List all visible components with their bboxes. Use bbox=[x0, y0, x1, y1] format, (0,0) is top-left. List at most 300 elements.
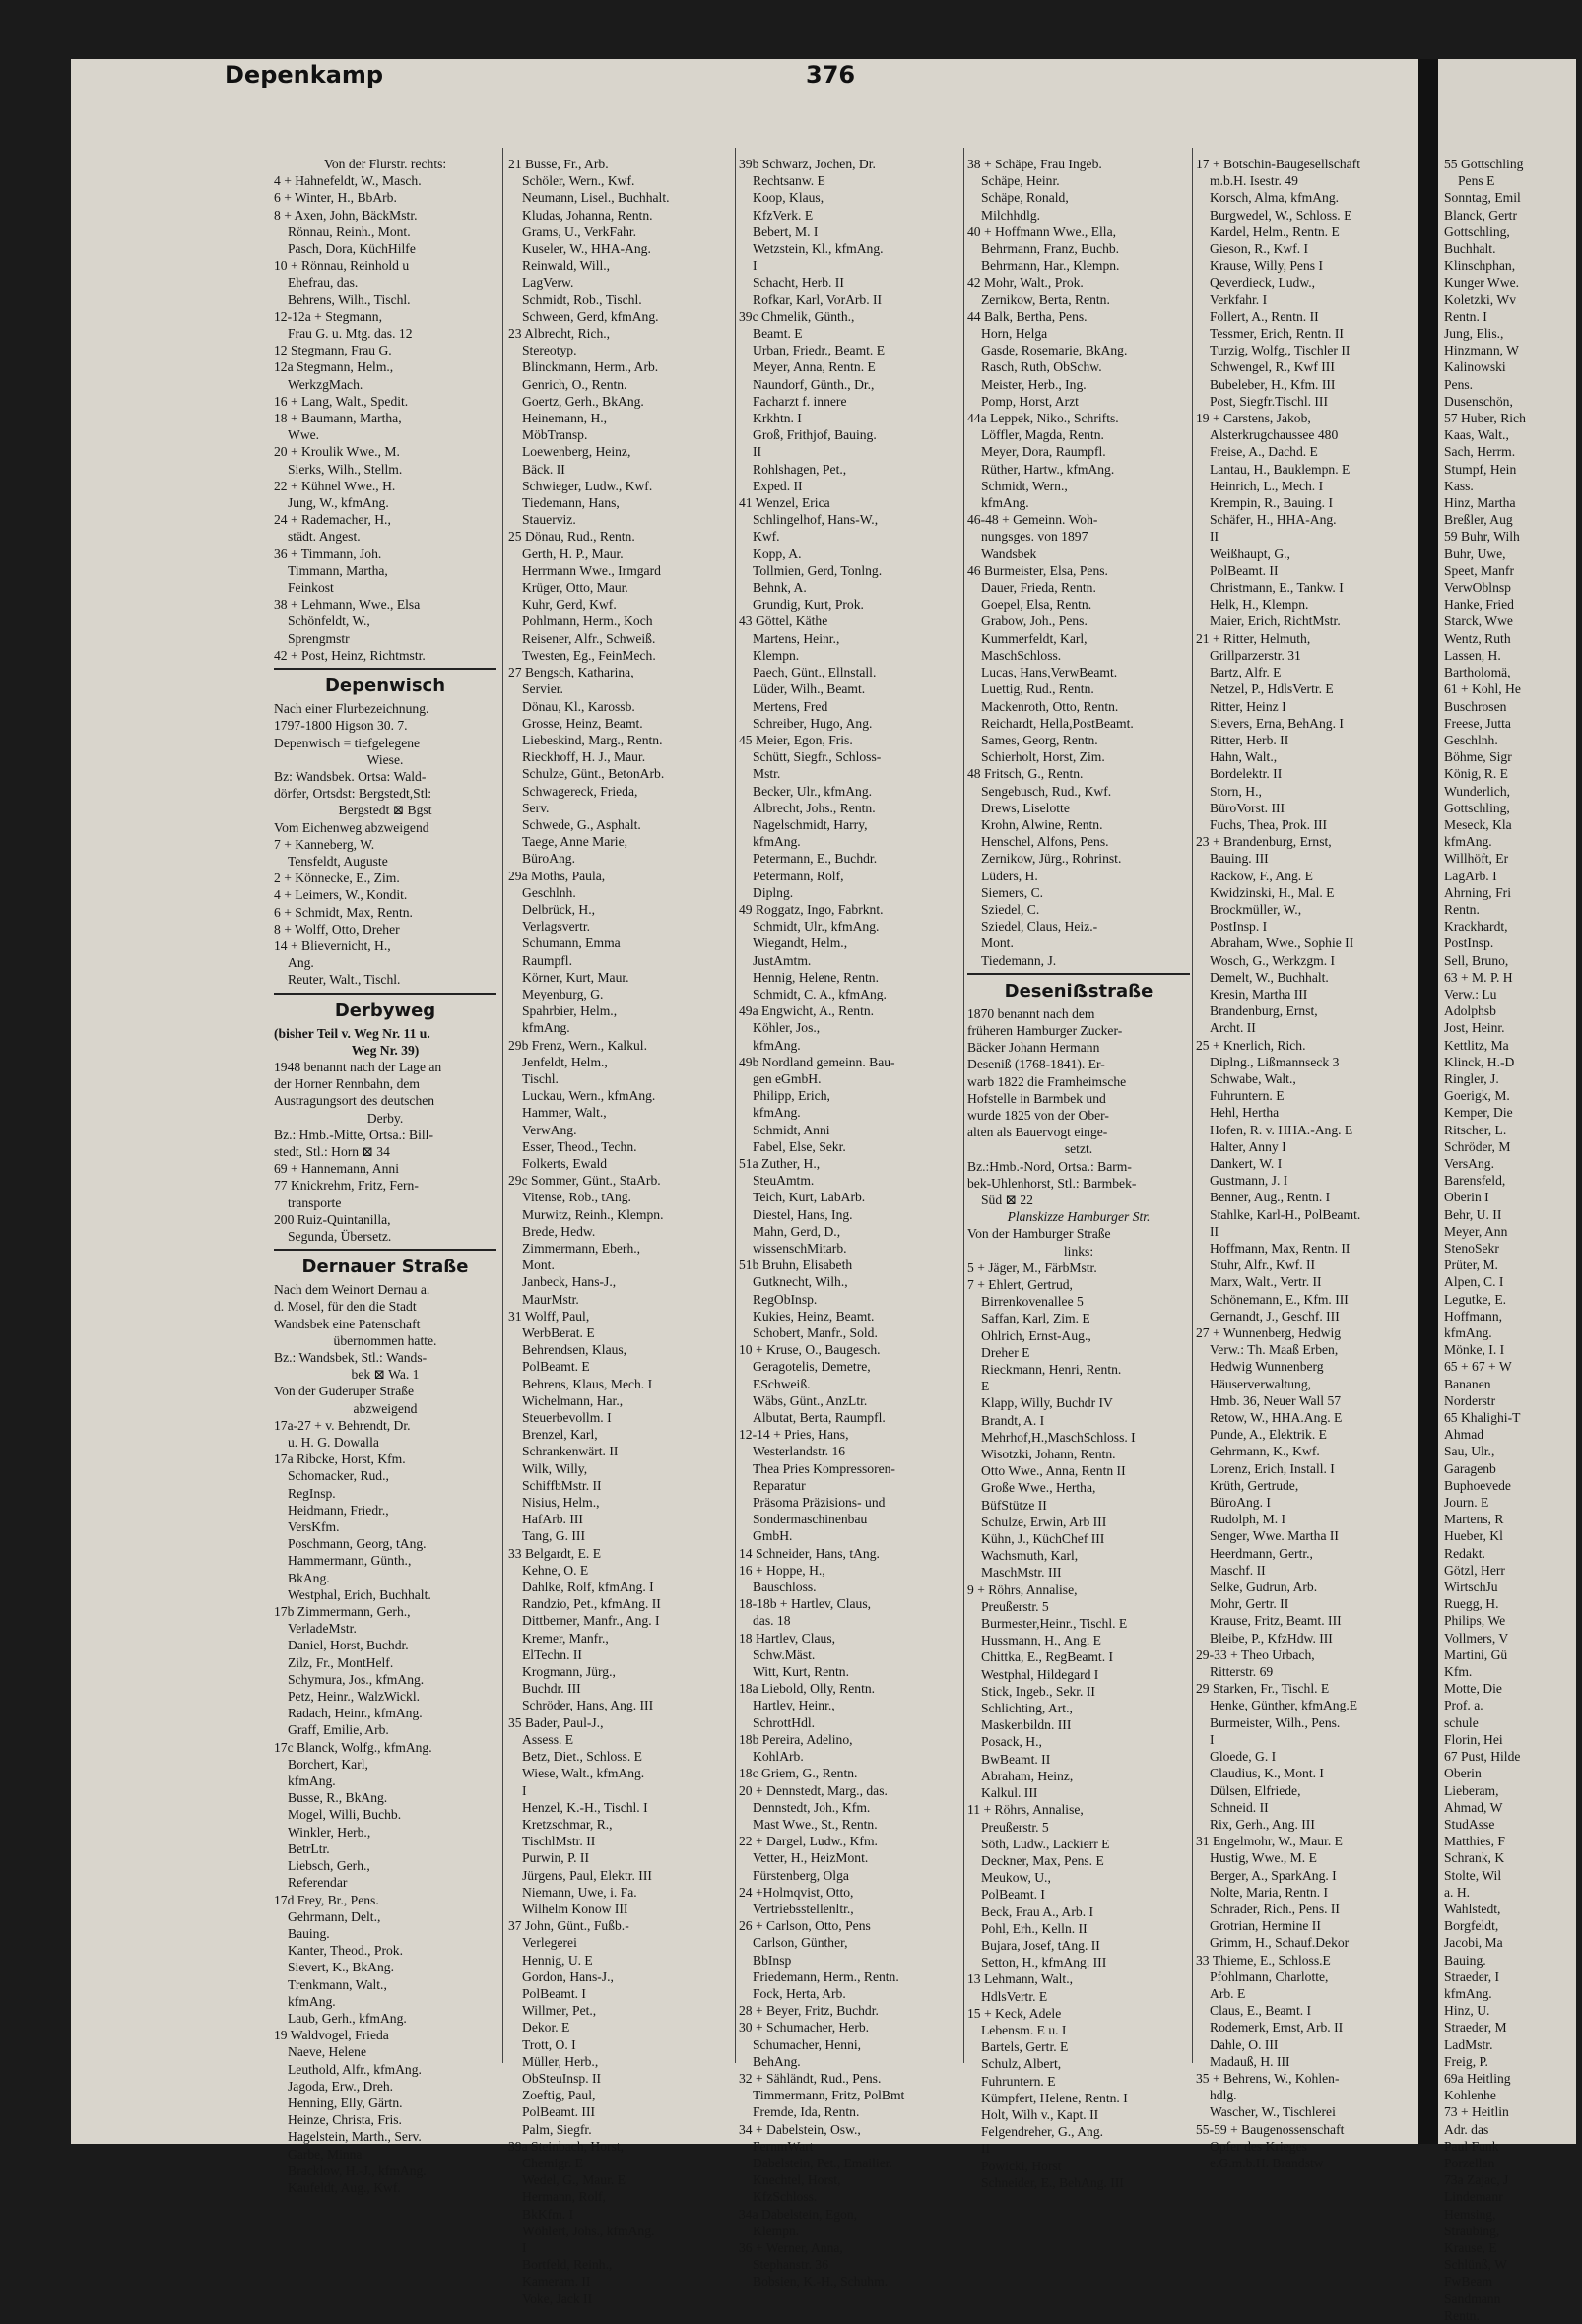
directory-entry: Christmann, E., Tankw. I bbox=[1210, 580, 1344, 596]
directory-entry: Kretzschmar, R., bbox=[522, 1816, 613, 1832]
directory-entry: Saffan, Karl, Zim. E bbox=[981, 1311, 1090, 1326]
directory-entry: Kummerfeldt, Karl, bbox=[981, 630, 1088, 646]
directory-entry: setzt. bbox=[1064, 1141, 1093, 1157]
directory-entry: Rodemerk, Ernst, Arb. II bbox=[1210, 2020, 1344, 2035]
directory-entry: Grosse, Heinz, Beamt. bbox=[522, 715, 643, 731]
directory-entry: Helk, H., Klempn. bbox=[1210, 597, 1309, 613]
directory-entry: 21 Busse, Fr., Arb. bbox=[508, 157, 609, 171]
directory-entry: Berger, A., SparkAng. I bbox=[1210, 1867, 1337, 1883]
directory-entry: 33 Belgardt, E. E bbox=[508, 1545, 602, 1561]
directory-entry: kfmAng. bbox=[288, 1774, 336, 1789]
directory-entry: Nach dem Weinort Dernau a. bbox=[274, 1282, 430, 1298]
column-divider bbox=[1192, 148, 1193, 2063]
directory-entry: Stick, Ingeb., Sekr. II bbox=[981, 1683, 1095, 1699]
directory-entry: Bz: Wandsbek. Ortsa: Wald- bbox=[274, 768, 427, 784]
directory-entry: Kettlitz, Ma bbox=[1444, 1037, 1509, 1053]
directory-entry: Hammer, Walt., bbox=[522, 1105, 607, 1121]
directory-entry: 13 Lehmann, Walt., bbox=[967, 1971, 1074, 1987]
directory-entry: Vetter, H., HeizMont. bbox=[753, 1850, 869, 1866]
directory-entry: Mont. bbox=[522, 1258, 555, 1273]
directory-entry: Sach, Herrm. bbox=[1444, 444, 1516, 460]
directory-entry: 44 Balk, Bertha, Pens. bbox=[967, 308, 1088, 324]
adjacent-page bbox=[1438, 59, 1576, 2323]
directory-entry: 6 + Winter, H., BbArb. bbox=[274, 190, 397, 206]
directory-entry: Wiese. bbox=[366, 751, 404, 767]
directory-entry: Trott, O. I bbox=[522, 2036, 576, 2052]
directory-entry: Follert, A., Rentn. II bbox=[1210, 308, 1319, 324]
directory-entry: Petermann, Rolf, bbox=[753, 868, 844, 883]
directory-entry: Schlingelhof, Hans-W., bbox=[753, 512, 879, 528]
directory-entry: Bartz, Alfr. E bbox=[1210, 665, 1282, 680]
directory-entry: PostInsp. I bbox=[1210, 919, 1268, 935]
directory-entry: Claus, E., Beamt. I bbox=[1210, 2003, 1312, 2019]
directory-entry: Brandenburg, Ernst, bbox=[1210, 1003, 1318, 1019]
directory-entry: 39b Schwarz, Jochen, Dr. bbox=[739, 157, 876, 171]
directory-entry: Gottschling, bbox=[1444, 800, 1510, 815]
directory-entry: Naundorf, Günth., Dr., bbox=[753, 376, 875, 392]
directory-entry: Sievers, Erna, BehAng. I bbox=[1210, 715, 1344, 731]
directory-entry: Hussmann, H., Ang. E bbox=[981, 1633, 1101, 1648]
directory-entry: RegInsp. bbox=[288, 1485, 336, 1501]
directory-entry: Teich, Kurt, LabArb. bbox=[753, 1190, 866, 1205]
directory-entry: Schulze, Günt., BetonArb. bbox=[522, 766, 665, 782]
directory-entry: Friedemann, Herm., Rentn. bbox=[753, 1969, 899, 1984]
directory-entry: Schröder, M bbox=[1444, 1138, 1511, 1154]
directory-entry: Schrank, K bbox=[1444, 1850, 1505, 1866]
directory-entry: Bleibe, P., KfzHdw. III bbox=[1210, 1630, 1333, 1646]
directory-entry: 29-33 + Theo Urbach, bbox=[1196, 1646, 1315, 1662]
directory-entry: Tensfeldt, Auguste bbox=[288, 853, 388, 869]
directory-entry: BwBeamt. II bbox=[981, 1751, 1051, 1767]
directory-entry: PolBeamt. I bbox=[981, 1887, 1045, 1903]
directory-entry: Hofen, R. v. HHA.-Ang. E bbox=[1210, 1122, 1353, 1137]
directory-entry: Poschmann, Georg, tAng. bbox=[288, 1536, 427, 1552]
directory-entry: Depenwisch = tiefgelegene bbox=[274, 735, 421, 750]
directory-entry: Stumpf, Hein bbox=[1444, 461, 1517, 477]
directory-entry: 200 Ruiz-Quintanilla, bbox=[274, 1211, 391, 1227]
directory-entry: Philipp, Erich, bbox=[753, 1088, 830, 1104]
directory-entry: Rechtsanw. E bbox=[753, 173, 825, 189]
directory-entry: Hoffmann, Max, Rentn. II bbox=[1210, 1241, 1351, 1256]
column-divider bbox=[735, 148, 736, 2063]
directory-entry: Westerlandstr. 16 bbox=[753, 1444, 846, 1459]
directory-entry: Facharzt f. innere bbox=[753, 393, 847, 409]
directory-entry: 73a Zajac, J bbox=[1444, 2172, 1509, 2188]
directory-entry: Hofstelle in Barmbek und bbox=[967, 1090, 1106, 1106]
directory-entry: 49 Roggatz, Ingo, Fabrknt. bbox=[739, 901, 884, 917]
directory-entry: LagArb. I bbox=[1444, 868, 1497, 883]
directory-entry: 27 Bengsch, Katharina, bbox=[508, 665, 634, 680]
directory-entry: Rackow, F., Ang. E bbox=[1210, 868, 1313, 883]
directory-entry: Geragotelis, Demetre, bbox=[753, 1359, 871, 1375]
directory-entry: Meyenburg, G. bbox=[522, 986, 604, 1001]
directory-entry: Radach, Heinr., kfmAng. bbox=[288, 1706, 423, 1721]
directory-entry: 55 Gottschling bbox=[1444, 157, 1524, 171]
directory-entry: Schneid. II bbox=[1210, 1799, 1269, 1815]
directory-entry: Hahn, Walt., bbox=[1210, 749, 1278, 765]
directory-entry: übernommen hatte. bbox=[333, 1332, 437, 1348]
directory-entry: 5 + Jäger, M., FärbMstr. bbox=[967, 1259, 1097, 1275]
directory-entry: Krempin, R., Bauing. I bbox=[1210, 495, 1333, 511]
directory-entry: Wilhelm Konow III bbox=[522, 1901, 628, 1916]
directory-entry: König, R. E bbox=[1444, 766, 1508, 782]
directory-entry: Alpen, C. I bbox=[1444, 1274, 1504, 1290]
directory-entry: Heinemann, H., bbox=[522, 411, 608, 426]
directory-entry: Goepel, Elsa, Rentn. bbox=[981, 597, 1092, 613]
directory-entry: Ritterstr. 69 bbox=[1210, 1664, 1274, 1680]
directory-entry: WerkzgMach. bbox=[288, 376, 363, 392]
directory-entry: Behrendsen, Klaus, bbox=[522, 1342, 627, 1358]
directory-entry: 57 Huber, Rich bbox=[1444, 411, 1526, 426]
directory-entry: 18c Griem, G., Rentn. bbox=[739, 1766, 858, 1781]
directory-entry: Westphal, Erich, Buchhalt. bbox=[288, 1586, 431, 1602]
directory-entry: 65 + 67 + W bbox=[1444, 1359, 1512, 1375]
directory-entry: PolBeamt. II bbox=[1210, 562, 1279, 578]
directory-entry: Prüter, M. bbox=[1444, 1258, 1498, 1273]
directory-entry: Jenfeldt, Helm., bbox=[522, 1054, 608, 1069]
directory-entry: Pohlmann, Herm., Koch bbox=[522, 613, 653, 629]
directory-entry: Folkerts, Ewald bbox=[522, 1155, 608, 1171]
directory-entry: Nolte, Maria, Rentn. I bbox=[1210, 1884, 1329, 1900]
directory-entry: FwBeam bbox=[1444, 2274, 1493, 2290]
directory-entry: Setton, H., kfmAng. III bbox=[981, 1955, 1107, 1970]
directory-entry: Stahlke, Karl-H., PolBeamt. bbox=[1210, 1206, 1361, 1222]
directory-entry: Klapp, Willy, Buchdr IV bbox=[981, 1395, 1113, 1411]
directory-entry: Burmester,Heinr., Tischl. E bbox=[981, 1616, 1128, 1632]
directory-entry: Dekor. E bbox=[522, 2020, 570, 2035]
directory-entry: Jagoda, Erw., Dreh. bbox=[288, 2078, 394, 2094]
directory-entry: PostInsp. bbox=[1444, 936, 1494, 951]
directory-entry: WirtschJu bbox=[1444, 1580, 1498, 1595]
street-heading: Deseniẞstraße bbox=[1004, 980, 1154, 1001]
directory-entry: Vitense, Rob., tAng. bbox=[522, 1190, 631, 1205]
directory-entry: wissenschMitarb. bbox=[753, 1241, 847, 1256]
directory-entry: Behrens, Klaus, Mech. I bbox=[522, 1376, 653, 1391]
directory-entry: BüfStütze II bbox=[981, 1497, 1047, 1513]
directory-entry: Verw.: Lu bbox=[1444, 986, 1497, 1001]
directory-entry: VersAng. bbox=[1444, 1155, 1494, 1171]
directory-entry: BkAng. bbox=[288, 1570, 330, 1585]
directory-entry: Klempn. bbox=[753, 2223, 800, 2238]
directory-entry: LagVerw. bbox=[522, 275, 574, 290]
directory-entry: Burgwedel, W., Schloss. E bbox=[1210, 207, 1352, 223]
directory-entry: 38 + Lehmann, Wwe., Elsa bbox=[274, 597, 421, 613]
directory-entry: 28 + Beyer, Fritz, Buchdr. bbox=[739, 2003, 879, 2019]
directory-entry: Klinck, H.-D bbox=[1444, 1054, 1515, 1069]
directory-entry: Grams, U., VerkFahr. bbox=[522, 224, 637, 239]
directory-entry: Kameram. II bbox=[522, 2274, 591, 2290]
directory-entry: PolBeamt. III bbox=[522, 2104, 595, 2120]
directory-entry: Vollmers, V bbox=[1444, 1630, 1509, 1646]
directory-entry: Straubing, bbox=[1444, 2223, 1500, 2238]
directory-entry: Verkfahr. I bbox=[1210, 291, 1268, 307]
directory-entry: Schlünß, W bbox=[1444, 2257, 1507, 2273]
directory-entry: Tessmer, Erich, Rentn. II bbox=[1210, 326, 1344, 342]
directory-entry: Söth, Ludw., Lackierr E bbox=[981, 1836, 1110, 1851]
directory-entry: Rohlshagen, Pet., bbox=[753, 461, 847, 477]
directory-entry: Goertz, Gerh., BkAng. bbox=[522, 393, 644, 409]
directory-entry: Barensfeld, bbox=[1444, 1173, 1506, 1189]
directory-entry: Hanke, Fried bbox=[1444, 597, 1514, 613]
directory-entry: Ehefrau, das. bbox=[288, 275, 359, 290]
directory-entry: Behrmann, Har., Klempn. bbox=[981, 258, 1120, 274]
directory-entry: Schrader, Rich., Pens. II bbox=[1210, 1901, 1340, 1916]
directory-entry: Zilz, Fr., MontHelf. bbox=[288, 1654, 394, 1670]
book-gutter bbox=[1418, 59, 1438, 2144]
directory-entry: Martini, Gü bbox=[1444, 1646, 1508, 1662]
directory-entry: Stuhr, Alfr., Kwf. II bbox=[1210, 1258, 1316, 1273]
directory-entry: Schönemann, E., Kfm. III bbox=[1210, 1291, 1349, 1307]
directory-entry: VerladeMstr. bbox=[288, 1621, 357, 1637]
directory-entry: 49b Nordland gemeinn. Bau- bbox=[739, 1054, 895, 1069]
directory-entry: 36 + Timmann, Joh. bbox=[274, 546, 382, 561]
directory-entry: Bz.: Hmb.-Mitte, Ortsa.: Bill- bbox=[274, 1127, 433, 1142]
directory-entry: 18-18b + Hartlev, Claus, bbox=[739, 1596, 872, 1612]
directory-entry: MaschSchloss. bbox=[981, 647, 1062, 663]
directory-entry: Zimmermann, Eberh., bbox=[522, 1241, 641, 1256]
directory-entry: Blanck, Gertr bbox=[1444, 207, 1517, 223]
directory-entry: Ahrning, Fri bbox=[1444, 884, 1511, 900]
directory-entry: HdlsVertr. E bbox=[981, 1988, 1048, 2004]
directory-entry: Buschrosen bbox=[1444, 698, 1507, 714]
directory-entry: Janbeck, Hans-J., bbox=[522, 1274, 617, 1290]
directory-entry: 37 John, Günt., Fußb.- bbox=[508, 1918, 629, 1934]
directory-entry: Tollmien, Gerd, Tonlng. bbox=[753, 562, 883, 578]
directory-entry: Bebert, M. I bbox=[753, 224, 819, 239]
directory-entry: Betz, Diet., Schloss. E bbox=[522, 1749, 642, 1765]
directory-entry: 17c Blanck, Wolfg., kfmAng. bbox=[274, 1739, 432, 1755]
directory-entry: Schween, Gerd, kfmAng. bbox=[522, 308, 659, 324]
directory-entry: a. H. bbox=[1444, 1884, 1471, 1900]
directory-entry: Liebeskind, Marg., Rentn. bbox=[522, 732, 663, 747]
directory-entry: Hustig, Wwe., M. E bbox=[1210, 1850, 1317, 1866]
directory-entry: Jacobi, Ma bbox=[1444, 1935, 1503, 1951]
directory-entry: Motte, Die bbox=[1444, 1681, 1502, 1697]
directory-entry: Gehrmann, Delt., bbox=[288, 1908, 381, 1924]
directory-entry: Geschlnh. bbox=[1444, 732, 1498, 747]
directory-entry: II bbox=[981, 2141, 991, 2157]
directory-entry: StenoSekr bbox=[1444, 1241, 1499, 1256]
directory-entry: Pens E bbox=[1458, 173, 1495, 189]
directory-entry: LadMstr. bbox=[1444, 2036, 1493, 2052]
directory-entry: 12a Stegmann, Helm., bbox=[274, 359, 394, 375]
directory-entry: Behrens, Wilh., Tischl. bbox=[288, 291, 411, 307]
directory-entry: Schmidt, Ulr., kfmAng. bbox=[753, 919, 880, 935]
directory-entry: Rentn. bbox=[1444, 2307, 1480, 2323]
directory-entry: Dauer, Frieda, Rentn. bbox=[981, 580, 1096, 596]
directory-entry: Dahle, O. III bbox=[1210, 2036, 1279, 2052]
directory-entry: Sandmann bbox=[1444, 2291, 1501, 2306]
directory-entry: Groß, Frithjof, Bauing. bbox=[753, 427, 877, 443]
directory-entry: Taege, Anne Marie, bbox=[522, 834, 627, 850]
directory-entry: Albutat, Berta, Raumpfl. bbox=[753, 1410, 886, 1426]
directory-entry: Gerth, H. P., Maur. bbox=[522, 546, 624, 561]
directory-entry: Nisius, Helm., bbox=[522, 1495, 600, 1511]
directory-entry: Wachsmuth, Karl, bbox=[981, 1548, 1079, 1564]
directory-entry: MaurMstr. bbox=[522, 1291, 579, 1307]
directory-column-3 bbox=[739, 156, 961, 2291]
directory-entry: Körner, Kurt, Maur. bbox=[522, 969, 629, 985]
directory-entry: Stauerviz. bbox=[522, 512, 576, 528]
directory-entry: Verw.: Th. Maaß Erben, bbox=[1210, 1342, 1339, 1358]
directory-entry: kfmAng. bbox=[753, 1037, 801, 1053]
directory-entry: Garbe, Minna bbox=[288, 2146, 363, 2162]
directory-entry: Schäpe, Heinr. bbox=[981, 173, 1060, 189]
directory-entry: Meukow, U., bbox=[981, 1870, 1051, 1886]
directory-entry: Milchhdlg. bbox=[981, 207, 1041, 223]
directory-entry: Mont. bbox=[981, 936, 1014, 951]
directory-entry: Schwieger, Ludw., Kwf. bbox=[522, 478, 653, 493]
page-number: 376 bbox=[806, 61, 856, 89]
directory-entry: Tiedemann, J. bbox=[981, 952, 1057, 968]
directory-entry: Schulz, Albert, bbox=[981, 2056, 1062, 2072]
directory-entry: Mogel, Willi, Buchb. bbox=[288, 1807, 402, 1823]
directory-entry: Diplng. bbox=[753, 884, 794, 900]
directory-entry: Schumann, Emma bbox=[522, 936, 621, 951]
directory-entry: 17b Zimmermann, Gerh., bbox=[274, 1604, 411, 1620]
directory-entry: Krüth, Gertrude, bbox=[1210, 1477, 1299, 1493]
directory-entry: 42 Mohr, Walt., Prok. bbox=[967, 275, 1084, 290]
directory-entry: Jung, Elis., bbox=[1444, 326, 1504, 342]
directory-entry: gen eGmbH. bbox=[753, 1070, 822, 1086]
directory-entry: II bbox=[753, 444, 762, 460]
directory-entry: bek-Uhlenhorst, Stl.: Barmbek- bbox=[967, 1175, 1137, 1191]
directory-entry: Ruegg, H. bbox=[1444, 1596, 1499, 1612]
directory-entry: Gustmann, J. I bbox=[1210, 1173, 1288, 1189]
directory-entry: Punde, A., Elektrik. E bbox=[1210, 1427, 1327, 1443]
directory-entry: Selke, Gudrun, Arb. bbox=[1210, 1580, 1318, 1595]
directory-entry: Bordelektr. II bbox=[1210, 766, 1283, 782]
directory-entry: Freise, A., Dachd. E bbox=[1210, 444, 1318, 460]
directory-entry: Esser, Theod., Techn. bbox=[522, 1138, 637, 1154]
directory-entry: Bauing. III bbox=[1210, 851, 1269, 867]
directory-entry: Carlson, Günther, bbox=[753, 1935, 848, 1951]
directory-entry: Wandsbek eine Patenschaft bbox=[274, 1316, 421, 1331]
directory-entry: 45 Meier, Egon, Fris. bbox=[739, 732, 853, 747]
directory-entry: 14 + Blievernicht, H., bbox=[274, 937, 391, 953]
directory-entry: Kohlenhe bbox=[1444, 2088, 1496, 2103]
directory-entry: Ritter, Herb. II bbox=[1210, 732, 1289, 747]
directory-entry: Herrmann Wwe., Irmgard bbox=[522, 562, 661, 578]
directory-entry: Krkhtn. I bbox=[753, 411, 802, 426]
directory-entry: Grotrian, Hermine II bbox=[1210, 1918, 1321, 1934]
directory-entry: Timmermann, Fritz, PolBmt bbox=[753, 2088, 905, 2103]
directory-entry: Purwin, P. II bbox=[522, 1850, 589, 1866]
directory-entry: Schmidt, Wern., bbox=[981, 478, 1068, 493]
directory-entry: Albrecht, Johs., Rentn. bbox=[753, 800, 876, 815]
directory-entry: Diplng., Lißmannseck 3 bbox=[1210, 1054, 1340, 1069]
directory-entry: Norderstr bbox=[1444, 1392, 1496, 1408]
directory-entry: Bäck. II bbox=[522, 461, 565, 477]
directory-entry: Krause, Fritz, Beamt. III bbox=[1210, 1613, 1342, 1629]
directory-entry: Witt, Kurt, Rentn. bbox=[753, 1664, 849, 1680]
directory-entry: 25 + Knerlich, Rich. bbox=[1196, 1037, 1306, 1053]
directory-entry: Jürgens, Paul, Elektr. III bbox=[522, 1867, 652, 1883]
directory-entry: Korsch, Alma, kfmAng. bbox=[1210, 190, 1340, 206]
directory-entry: Behnk, A. bbox=[753, 580, 807, 596]
directory-entry: Frau G. u. Mtg. das. 12 bbox=[288, 326, 413, 342]
directory-entry: Twesten, Eg., FeinMech. bbox=[522, 647, 656, 663]
directory-entry: Kresin, Martha III bbox=[1210, 986, 1308, 1001]
directory-entry: Martens, R bbox=[1444, 1512, 1504, 1527]
directory-entry: Fürstenberg, Olga bbox=[753, 1867, 849, 1883]
directory-entry: 10 + Kruse, O., Baugesch. bbox=[739, 1342, 881, 1358]
directory-entry: Heinrich, L., Mech. I bbox=[1210, 478, 1324, 493]
directory-entry: SchiffbMstr. II bbox=[522, 1477, 602, 1493]
directory-entry: Starck, Wwe bbox=[1444, 613, 1513, 629]
directory-entry: Wetzstein, Kl., kfmAng. bbox=[753, 241, 884, 257]
directory-entry: 17a Ribcke, Horst, Kfm. bbox=[274, 1452, 406, 1467]
directory-entry: I bbox=[522, 2239, 527, 2255]
directory-entry: 35 Bader, Paul-J., bbox=[508, 1714, 604, 1730]
directory-entry: Horn, Helga bbox=[981, 326, 1048, 342]
directory-entry: 38 + Schäpe, Frau Ingeb. bbox=[967, 157, 1102, 171]
directory-entry: 1797-1800 Higson 30. 7. bbox=[274, 718, 408, 734]
directory-entry: Buchhalt. bbox=[1444, 241, 1496, 257]
directory-entry: 24 +Holmqvist, Otto, bbox=[739, 1884, 854, 1900]
directory-entry: I bbox=[753, 258, 758, 274]
directory-entry: Henning, Elly, Gärtn. bbox=[288, 2095, 403, 2110]
directory-entry: Genrich, O., Rentn. bbox=[522, 376, 627, 392]
directory-entry: Koletzki, Wv bbox=[1444, 291, 1516, 307]
directory-entry: Stereotyp. bbox=[522, 343, 577, 358]
directory-entry: KfzSchloss. bbox=[753, 2189, 818, 2205]
directory-entry: 29 Starken, Fr., Tischl. E bbox=[1196, 1681, 1330, 1697]
directory-entry: Spahrbier, Helm., bbox=[522, 1003, 618, 1019]
directory-column-1 bbox=[274, 156, 496, 2196]
directory-entry: stedt, Stl.: Horn ⊠ 34 bbox=[274, 1143, 390, 1159]
directory-entry: Schomacker, Rud., bbox=[288, 1468, 389, 1484]
directory-entry: 4 + Leimers, W., Kondit. bbox=[274, 887, 408, 903]
directory-entry: Reuter, Walt., Tischl. bbox=[288, 972, 401, 988]
directory-entry: das. 18 bbox=[753, 1613, 791, 1629]
directory-entry: Fabel, Else, Sekr. bbox=[753, 1138, 846, 1154]
directory-entry: 48 Fritsch, G., Rentn. bbox=[967, 766, 1084, 782]
directory-entry: Sondermaschinenbau bbox=[753, 1512, 868, 1527]
directory-entry: Mast Wwe., St., Rentn. bbox=[753, 1816, 878, 1832]
directory-entry: 12-14 + Pries, Hans, bbox=[739, 1427, 849, 1443]
directory-entry: Garagenb bbox=[1444, 1460, 1496, 1476]
directory-entry: Kalkul. III bbox=[981, 1785, 1038, 1801]
directory-entry: m.b.H. Isestr. 49 bbox=[1210, 173, 1298, 189]
directory-entry: Bobsien, K.-H., Schuhm. bbox=[753, 2274, 889, 2290]
directory-entry: Löffler, Magda, Rentn. bbox=[981, 427, 1104, 443]
directory-entry: Zernikow, Berta, Rentn. bbox=[981, 291, 1110, 307]
directory-entry: Gutknecht, Wilh., bbox=[753, 1274, 848, 1290]
directory-entry: Voke, Jack II bbox=[522, 2291, 593, 2306]
directory-entry: 11 + Röhrs, Annalise, bbox=[967, 1802, 1084, 1818]
directory-entry: Bz.: Wandsbek, Stl.: Wands- bbox=[274, 1350, 428, 1365]
adjacent-page-column bbox=[1444, 156, 1582, 2324]
directory-entry: 67 Pust, Hilde bbox=[1444, 1749, 1521, 1765]
directory-entry: Kopp, A. bbox=[753, 546, 802, 561]
directory-entry: 34 + Dabelstein, Osw., bbox=[739, 2121, 861, 2137]
directory-entry: 29b Frenz, Wern., Kalkul. bbox=[508, 1037, 647, 1053]
directory-entry: Ohlrich, Ernst-Aug., bbox=[981, 1327, 1091, 1343]
directory-entry: Netzel, P., HdlsVertr. E bbox=[1210, 681, 1334, 697]
directory-entry: Preußerstr. 5 bbox=[981, 1819, 1049, 1835]
directory-entry: Alsterkrugchaussee 480 bbox=[1210, 427, 1339, 443]
directory-entry: Pens. bbox=[1444, 376, 1474, 392]
directory-entry: Winkler, Herb., bbox=[288, 1824, 371, 1840]
directory-entry: Referendar bbox=[288, 1875, 348, 1891]
directory-entry: Kludas, Johanna, Rentn. bbox=[522, 207, 653, 223]
directory-entry: Sonntag, Emil bbox=[1444, 190, 1521, 206]
directory-entry: Straeder, M bbox=[1444, 2020, 1507, 2035]
directory-entry: Jost, Heinr. bbox=[1444, 1020, 1505, 1036]
directory-entry: Hoffmann, bbox=[1444, 1308, 1503, 1323]
directory-entry: Chemigr. E bbox=[522, 2155, 583, 2170]
